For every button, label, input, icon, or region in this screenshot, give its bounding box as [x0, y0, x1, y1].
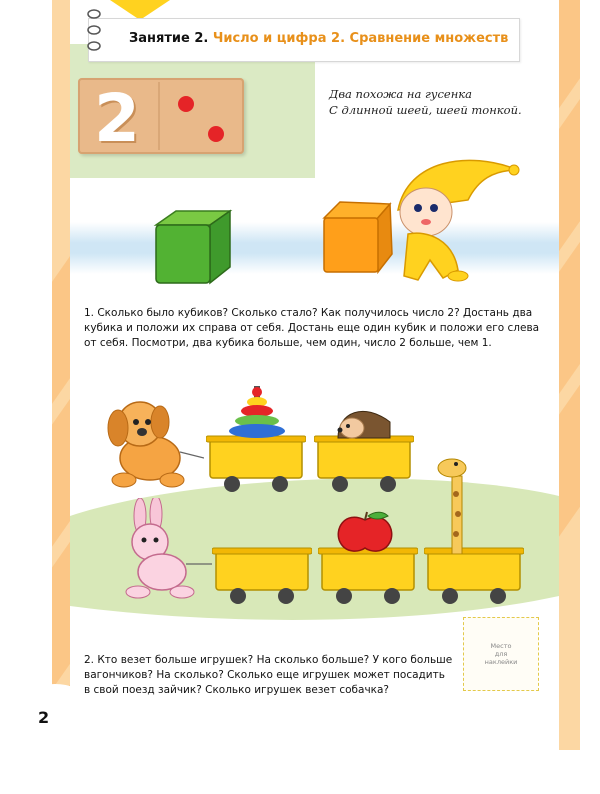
wagon-icon: [314, 434, 414, 496]
wagon-icon: [318, 546, 418, 608]
poem-line: С длинной шеей, шеей тонкой.: [329, 103, 522, 117]
spiral-ring-icon: [86, 8, 102, 20]
lesson-number: Занятие 2.: [129, 31, 209, 46]
task-2-text: 2. Кто везет больше игрушек? На сколько больше? У кого больше вагончиков? На сколько? Сколько еще игрушек может посадить в свой поезд зайчик? Сколько игрушек везет собачка?: [84, 654, 453, 696]
pyramid-toy-icon: [226, 386, 288, 440]
domino-digit: 2: [94, 80, 140, 157]
wagon-icon: [206, 434, 306, 496]
task-1-text: 1. Сколько было кубиков? Сколько стало? Как получилось число 2? Достань два кубика и положи их справа от себя. Достань еще один кубик и положи его слева от себя. Посмотри, два кубика больше, чем один, число 2 больше, чем 1.: [84, 307, 540, 349]
page-number: 2: [38, 708, 50, 727]
gnome-with-cube-icon: [318, 150, 528, 290]
apple-toy-icon: [334, 510, 396, 552]
domino-dot: [178, 96, 194, 112]
page-number-corner: [0, 684, 110, 794]
spiral-ring-icon: [86, 24, 102, 36]
lesson-topic: Число и цифра 2. Сравнение множеств: [212, 31, 509, 46]
wagon-icon: [212, 546, 312, 608]
sticker-placeholder: Место для наклейки: [463, 617, 539, 691]
hedgehog-toy-icon: [334, 402, 394, 440]
giraffe-toy-icon: [430, 454, 476, 554]
wagon-icon: [424, 546, 524, 608]
number-domino: [78, 78, 244, 157]
spiral-ring-icon: [86, 40, 102, 52]
rabbit-toy-icon: [112, 498, 212, 602]
poem-line: Два похожа на гусенка: [329, 87, 472, 101]
green-cube-icon: [148, 205, 238, 287]
poem: [329, 86, 522, 118]
lesson-header: [88, 18, 520, 62]
dog-toy-icon: [94, 392, 204, 496]
corner-tab: [110, 0, 170, 20]
domino-dot: [208, 126, 224, 142]
